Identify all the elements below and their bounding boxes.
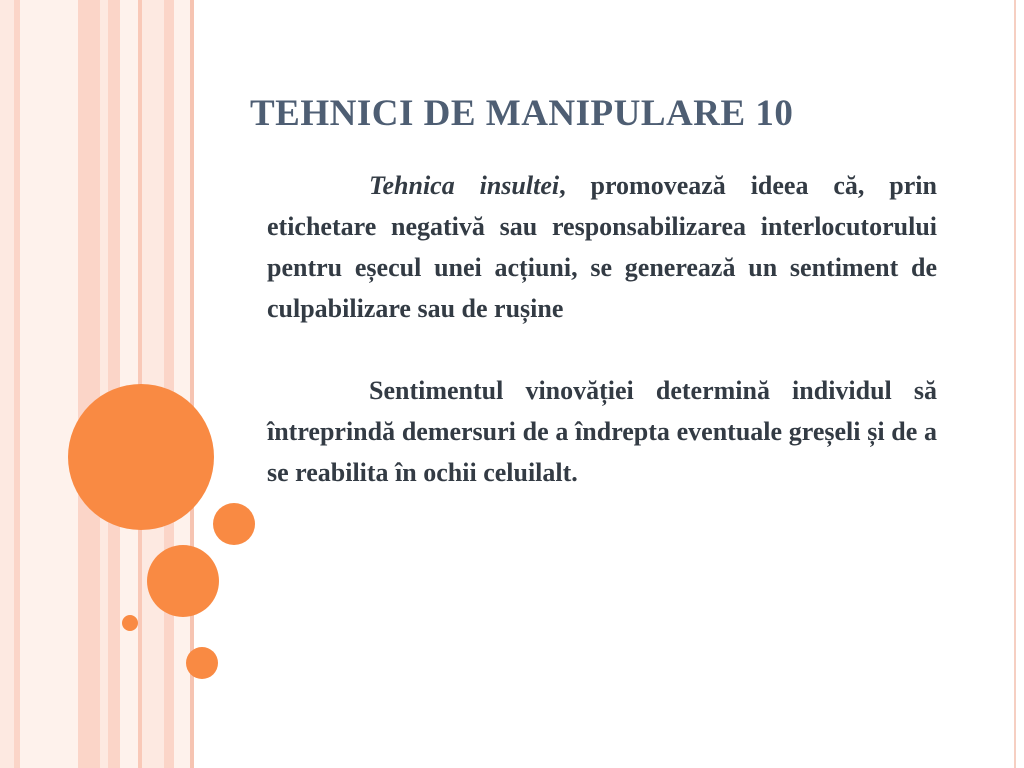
stripe: [174, 0, 190, 768]
paragraph-2: [267, 370, 937, 493]
stripe: [100, 0, 108, 768]
large-circle: [68, 384, 214, 530]
stripe: [20, 0, 78, 768]
small-circle: [213, 503, 255, 545]
medium-circle: [147, 545, 219, 617]
stripe: [0, 0, 14, 768]
tiny-circle: [122, 615, 138, 631]
right-border-line: [1014, 0, 1016, 768]
decorative-stripes: [0, 0, 200, 768]
stripe: [78, 0, 100, 768]
stripe: [108, 0, 120, 768]
slide-title: TEHNICI DE MANIPULARE 10: [250, 93, 794, 134]
stripe: [164, 0, 174, 768]
paragraph-1-italic-lead: Tehnica insultei: [369, 171, 560, 200]
paragraph-1-text: , promovează ideea că, prin etichetare negativă sau responsabilizarea interlocutorului pentru eșecul unei acțiuni, se generează un sentiment de culpabilizare sau de rușine: [267, 171, 937, 323]
paragraph-2-text: Sentimentul vinovăției determină individul să întreprindă demersuri de a îndrepta eventuale greșeli și de a se reabilita în ochii celuilalt.: [267, 376, 937, 487]
slide-body: [267, 165, 937, 493]
small-circle: [186, 647, 218, 679]
paragraph-1: [267, 165, 937, 329]
